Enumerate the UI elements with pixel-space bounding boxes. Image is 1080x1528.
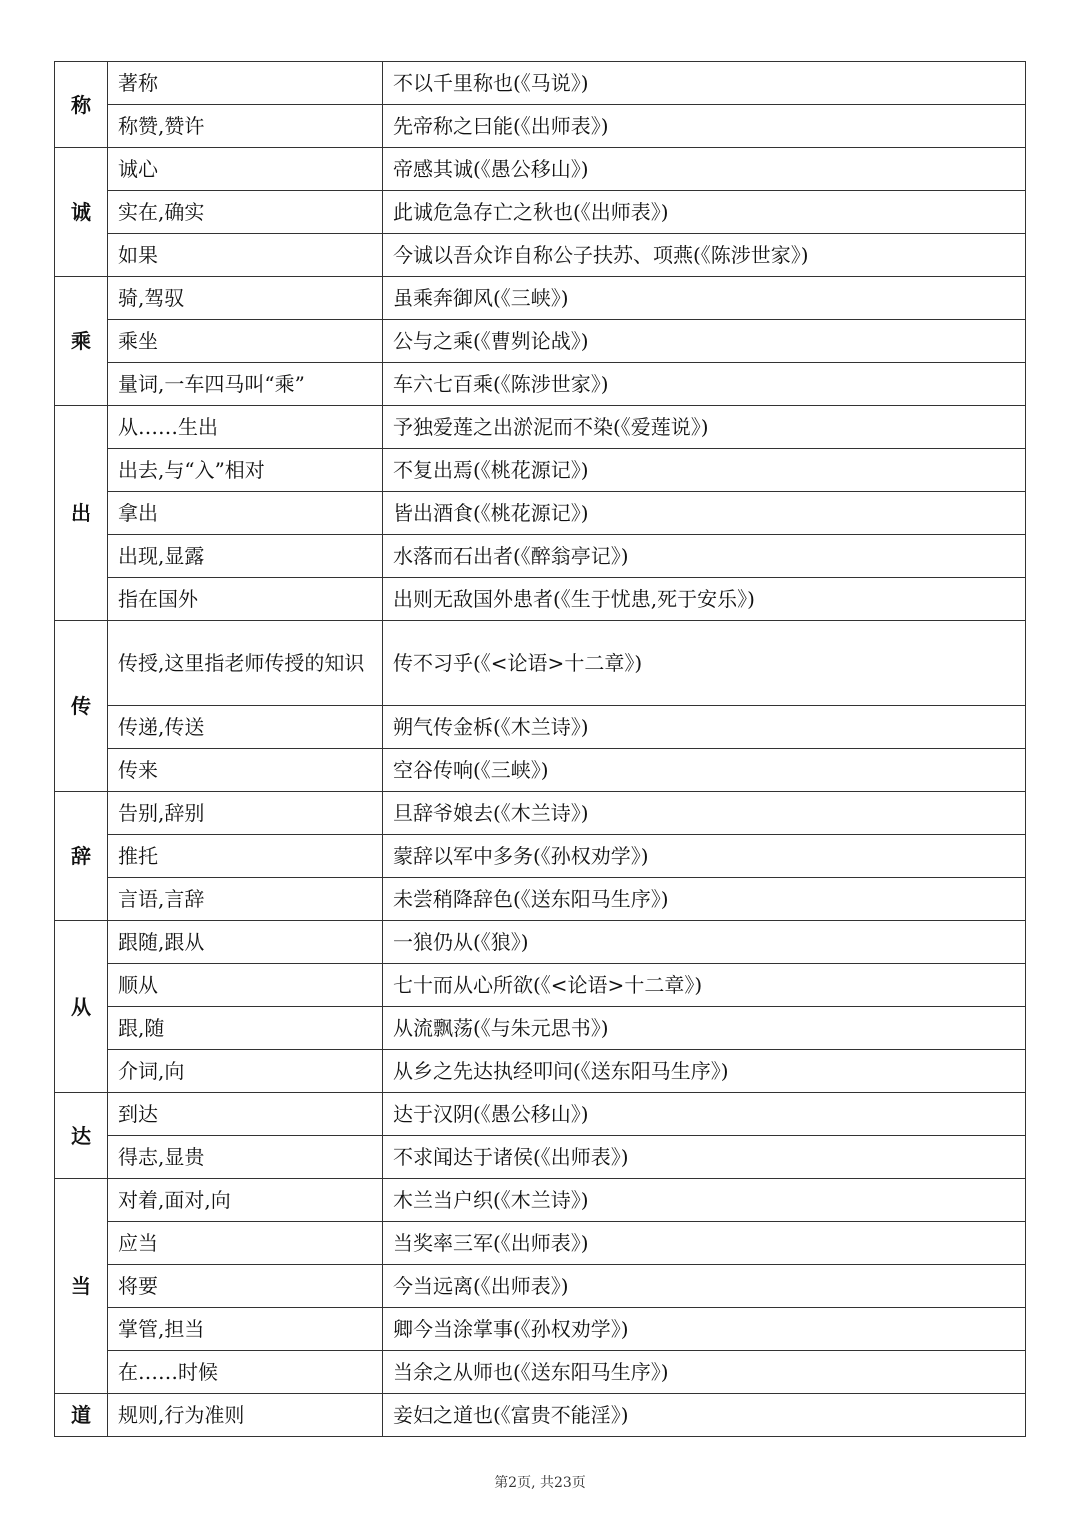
headword-cell: 辞: [55, 792, 108, 921]
meaning-cell: 乘坐: [108, 320, 383, 363]
meaning-cell: 出去,与“入”相对: [108, 449, 383, 492]
example-cell: 皆出酒食(《桃花源记》): [383, 492, 1026, 535]
example-cell: 达于汉阴(《愚公移山》): [383, 1093, 1026, 1136]
headword-cell: 乘: [55, 277, 108, 406]
example-cell: 今诚以吾众诈自称公子扶苏、项燕(《陈涉世家》): [383, 234, 1026, 277]
meaning-cell: 传来: [108, 749, 383, 792]
headword-cell: 称: [55, 62, 108, 148]
table-row: [55, 835, 1026, 878]
table-row: [55, 535, 1026, 578]
example-cell: 水落而石出者(《醉翁亭记》): [383, 535, 1026, 578]
table-row: [55, 449, 1026, 492]
meaning-cell: 实在,确实: [108, 191, 383, 234]
table-row: [55, 148, 1026, 191]
table-row: [55, 363, 1026, 406]
example-cell: 朔气传金柝(《木兰诗》): [383, 706, 1026, 749]
meaning-cell: 拿出: [108, 492, 383, 535]
table-row: [55, 1265, 1026, 1308]
example-cell: 虽乘奔御风(《三峡》): [383, 277, 1026, 320]
table-row: [55, 578, 1026, 621]
headword-cell: 当: [55, 1179, 108, 1394]
example-cell: 予独爱莲之出淤泥而不染(《爱莲说》): [383, 406, 1026, 449]
example-cell: 车六七百乘(《陈涉世家》): [383, 363, 1026, 406]
meaning-cell: 从……生出: [108, 406, 383, 449]
meaning-cell: 出现,显露: [108, 535, 383, 578]
page-footer: 第2页, 共23页: [494, 1475, 586, 1491]
example-cell: 当奖率三军(《出师表》): [383, 1222, 1026, 1265]
headword-cell: 诚: [55, 148, 108, 277]
vocabulary-table: [54, 61, 1026, 1437]
meaning-cell: 传递,传送: [108, 706, 383, 749]
meaning-cell: 跟随,跟从: [108, 921, 383, 964]
headword-cell: 出: [55, 406, 108, 621]
example-cell: 不复出焉(《桃花源记》): [383, 449, 1026, 492]
table-row: [55, 706, 1026, 749]
meaning-cell: 传授,这里指老师传授的知识: [108, 621, 383, 706]
example-cell: 旦辞爷娘去(《木兰诗》): [383, 792, 1026, 835]
table-row: [55, 1007, 1026, 1050]
meaning-cell: 将要: [108, 1265, 383, 1308]
table-row: [55, 878, 1026, 921]
meaning-cell: 到达: [108, 1093, 383, 1136]
meaning-cell: 应当: [108, 1222, 383, 1265]
table-row: [55, 749, 1026, 792]
table-row: [55, 1093, 1026, 1136]
headword-cell: 达: [55, 1093, 108, 1179]
table-row: [55, 277, 1026, 320]
example-cell: 传不习乎(《<论语>十二章》): [383, 621, 1026, 706]
table-row: [55, 492, 1026, 535]
meaning-cell: 规则,行为准则: [108, 1394, 383, 1437]
meaning-cell: 推托: [108, 835, 383, 878]
example-cell: 帝感其诚(《愚公移山》): [383, 148, 1026, 191]
meaning-cell: 顺从: [108, 964, 383, 1007]
example-cell: 当余之从师也(《送东阳马生序》): [383, 1351, 1026, 1394]
meaning-cell: 在……时候: [108, 1351, 383, 1394]
table-row: [55, 1050, 1026, 1093]
headword-cell: 道: [55, 1394, 108, 1437]
table-row: [55, 191, 1026, 234]
meaning-cell: 对着,面对,向: [108, 1179, 383, 1222]
table-row: [55, 921, 1026, 964]
example-cell: 不求闻达于诸侯(《出师表》): [383, 1136, 1026, 1179]
example-cell: 妾妇之道也(《富贵不能淫》): [383, 1394, 1026, 1437]
example-cell: 空谷传响(《三峡》): [383, 749, 1026, 792]
table-row: [55, 234, 1026, 277]
meaning-cell: 指在国外: [108, 578, 383, 621]
table-row: [55, 1351, 1026, 1394]
example-cell: 从乡之先达执经叩问(《送东阳马生序》): [383, 1050, 1026, 1093]
meaning-cell: 言语,言辞: [108, 878, 383, 921]
example-cell: 先帝称之曰能(《出师表》): [383, 105, 1026, 148]
table-row: [55, 792, 1026, 835]
example-cell: 蒙辞以军中多务(《孙权劝学》): [383, 835, 1026, 878]
example-cell: 不以千里称也(《马说》): [383, 62, 1026, 105]
table-row: [55, 62, 1026, 105]
example-cell: 木兰当户织(《木兰诗》): [383, 1179, 1026, 1222]
example-cell: 从流飘荡(《与朱元思书》): [383, 1007, 1026, 1050]
meaning-cell: 掌管,担当: [108, 1308, 383, 1351]
example-cell: 一狼仍从(《狼》): [383, 921, 1026, 964]
meaning-cell: 介词,向: [108, 1050, 383, 1093]
table-row: [55, 1179, 1026, 1222]
example-cell: 今当远离(《出师表》): [383, 1265, 1026, 1308]
meaning-cell: 跟,随: [108, 1007, 383, 1050]
meaning-cell: 诚心: [108, 148, 383, 191]
table-row: [55, 1308, 1026, 1351]
meaning-cell: 骑,驾驭: [108, 277, 383, 320]
example-cell: 卿今当涂掌事(《孙权劝学》): [383, 1308, 1026, 1351]
meaning-cell: 量词,一车四马叫“乘”: [108, 363, 383, 406]
headword-cell: 传: [55, 621, 108, 792]
table-row: [55, 1136, 1026, 1179]
example-cell: 此诚危急存亡之秋也(《出师表》): [383, 191, 1026, 234]
table-row: [55, 1222, 1026, 1265]
table-row: [55, 406, 1026, 449]
meaning-cell: 如果: [108, 234, 383, 277]
vocabulary-table-body: [55, 62, 1026, 1437]
meaning-cell: 得志,显贵: [108, 1136, 383, 1179]
table-row: [55, 964, 1026, 1007]
example-cell: 未尝稍降辞色(《送东阳马生序》): [383, 878, 1026, 921]
meaning-cell: 著称: [108, 62, 383, 105]
example-cell: 出则无敌国外患者(《生于忧患,死于安乐》): [383, 578, 1026, 621]
headword-cell: 从: [55, 921, 108, 1093]
example-cell: 七十而从心所欲(《<论语>十二章》): [383, 964, 1026, 1007]
table-row: [55, 320, 1026, 363]
table-row: [55, 1394, 1026, 1437]
meaning-cell: 告别,辞别: [108, 792, 383, 835]
example-cell: 公与之乘(《曹刿论战》): [383, 320, 1026, 363]
table-row: [55, 105, 1026, 148]
meaning-cell: 称赞,赞许: [108, 105, 383, 148]
table-row: [55, 621, 1026, 706]
